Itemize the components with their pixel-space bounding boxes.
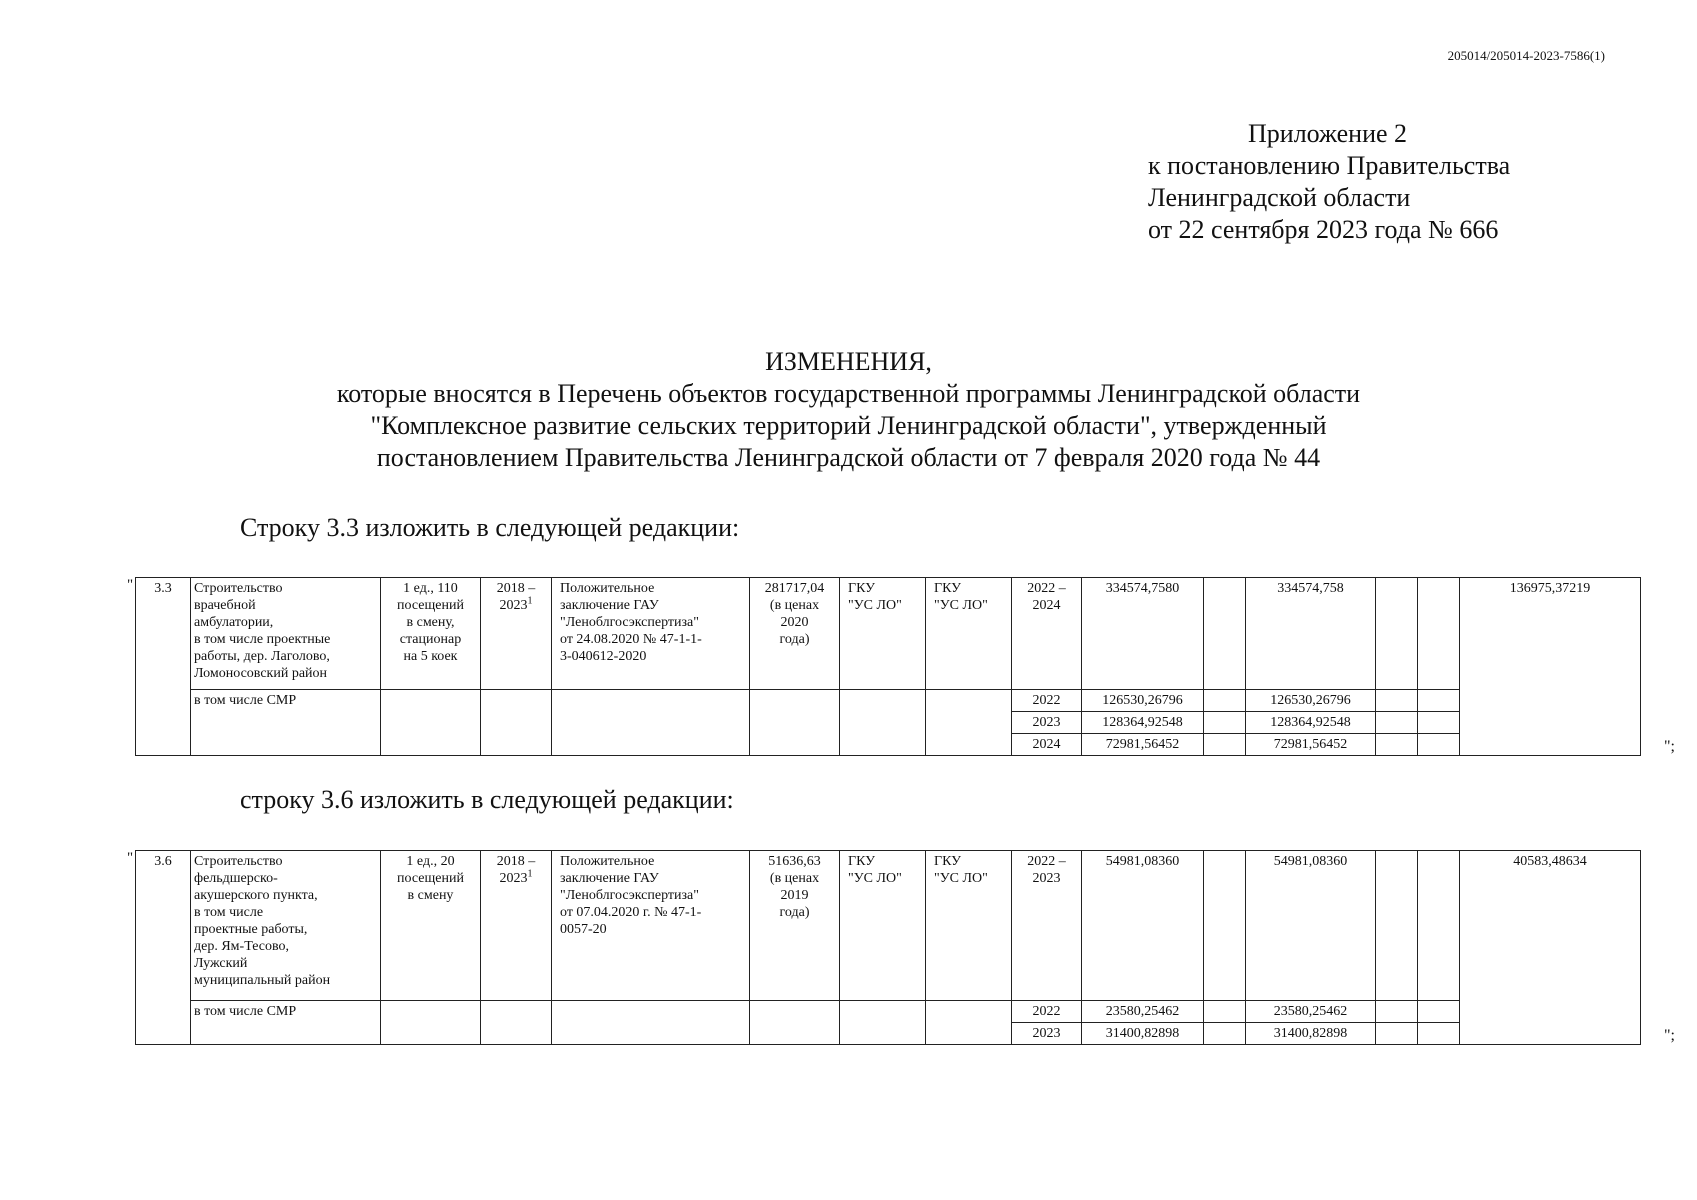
row-number: 3.6 [136,851,191,1045]
appendix-line: от 22 сентября 2023 года № 666 [1148,215,1499,244]
empty-cell [926,690,1012,756]
objects-table-3-6 [135,850,1641,1045]
remaining-amount: 40583,48634 [1460,851,1641,1045]
smr-regional: 126530,26796 [1246,690,1376,712]
capacity: 1 ед., 20 посещений в смену [381,851,481,1001]
state-customer: ГКУ "УС ЛО" [840,578,926,690]
smr-year: 2023 [1012,712,1082,734]
empty-cell [1204,578,1246,690]
empty-cell [1376,690,1418,712]
empty-cell [481,690,552,756]
document-id: 205014/205014-2023-7586(1) [1447,48,1605,63]
empty-cell [381,1001,481,1045]
estimated-cost: 51636,63 (в ценах 2019 года) [750,851,840,1001]
empty-cell [1376,734,1418,756]
table-row-3-6-wrapper [127,850,1675,1045]
empty-cell [1204,690,1246,712]
empty-cell [481,1001,552,1045]
empty-cell [1418,1001,1460,1023]
empty-cell [750,690,840,756]
empty-cell [840,1001,926,1045]
smr-year: 2023 [1012,1023,1082,1045]
close-quote: "; [1664,1027,1675,1044]
empty-cell [750,1001,840,1045]
empty-cell [1418,1023,1460,1045]
estimated-cost: 281717,04 (в ценах 2020 года) [750,578,840,690]
smr-regional: 72981,56452 [1246,734,1376,756]
smr-total: 23580,25462 [1082,1001,1204,1023]
total-amount: 54981,08360 [1082,851,1204,1001]
remaining-amount: 136975,37219 [1460,578,1641,756]
document-heading [0,346,1697,474]
empty-cell [1204,1023,1246,1045]
objects-table-3-3 [135,577,1641,756]
close-quote: "; [1664,738,1675,755]
financing-years: 2022 – 2024 [1012,578,1082,690]
instruction-row-3-6: строку 3.6 изложить в следующей редакции: [240,785,734,814]
expertise-conclusion: Положительное заключение ГАУ "Леноблгосэкспертиза" от 24.08.2020 № 47-1-1- 3-040612-2020 [552,578,750,690]
total-amount: 334574,7580 [1082,578,1204,690]
smr-label: в том числе СМР [191,690,381,756]
empty-cell [1376,851,1418,1001]
open-quote: " [127,577,134,593]
appendix-block [1148,118,1510,246]
heading-title: ИЗМЕНЕНИЯ, [765,347,932,376]
smr-regional: 128364,92548 [1246,712,1376,734]
construction-period: 2018 – 2023$^1$ [481,851,552,1001]
open-quote: " [127,850,134,866]
object-name: Строительство врачебной амбулатории, в том числе проектные работы, дер. Лаголово, Ломоносовский район [191,578,381,690]
smr-regional: 31400,82898 [1246,1023,1376,1045]
construction-period: 2018 – 2023$^1$ [481,578,552,690]
smr-label: в том числе СМР [191,1001,381,1045]
regional-amount: 54981,08360 [1246,851,1376,1001]
heading-line: которые вносятся в Перечень объектов государственной программы Ленинградской области [336,379,1361,408]
appendix-line: Ленинградской области [1148,183,1411,212]
empty-cell [1418,690,1460,712]
regional-amount: 334574,758 [1246,578,1376,690]
smr-regional: 23580,25462 [1246,1001,1376,1023]
empty-cell [1376,712,1418,734]
smr-total: 126530,26796 [1082,690,1204,712]
developer: ГКУ "УС ЛО" [926,851,1012,1001]
appendix-line: Приложение 2 [1248,119,1408,148]
expertise-conclusion: Положительное заключение ГАУ "Леноблгосэкспертиза" от 07.04.2020 г. № 47-1- 0057-20 [552,851,750,1001]
empty-cell [1204,734,1246,756]
empty-cell [381,690,481,756]
state-customer: ГКУ "УС ЛО" [840,851,926,1001]
empty-cell [1418,578,1460,690]
empty-cell [552,690,750,756]
empty-cell [1418,734,1460,756]
heading-line: "Комплексное развитие сельских территорий Ленинградской области", утвержденный [370,411,1327,440]
empty-cell [1376,578,1418,690]
empty-cell [1376,1023,1418,1045]
table-row-3-3-wrapper [127,577,1675,756]
empty-cell [1204,712,1246,734]
smr-total: 31400,82898 [1082,1023,1204,1045]
instruction-row-3-3: Строку 3.3 изложить в следующей редакции: [240,513,740,542]
smr-year: 2022 [1012,690,1082,712]
empty-cell [1376,1001,1418,1023]
object-name: Строительство фельдшерско- акушерского пункта, в том числе проектные работы, дер. Ям-Тесово, Лужский муниципальный район [191,851,381,1001]
developer: ГКУ "УС ЛО" [926,578,1012,690]
smr-year: 2022 [1012,1001,1082,1023]
smr-total: 72981,56452 [1082,734,1204,756]
heading-line: постановлением Правительства Ленинградской области от 7 февраля 2020 года № 44 [376,443,1321,472]
empty-cell [1204,1001,1246,1023]
empty-cell [1418,851,1460,1001]
empty-cell [1204,851,1246,1001]
smr-year: 2024 [1012,734,1082,756]
capacity: 1 ед., 110 посещений в смену, стационар на 5 коек [381,578,481,690]
smr-total: 128364,92548 [1082,712,1204,734]
empty-cell [1418,712,1460,734]
row-number: 3.3 [136,578,191,756]
appendix-line: к постановлению Правительства [1148,151,1511,180]
empty-cell [840,690,926,756]
empty-cell [926,1001,1012,1045]
financing-years: 2022 – 2023 [1012,851,1082,1001]
empty-cell [552,1001,750,1045]
